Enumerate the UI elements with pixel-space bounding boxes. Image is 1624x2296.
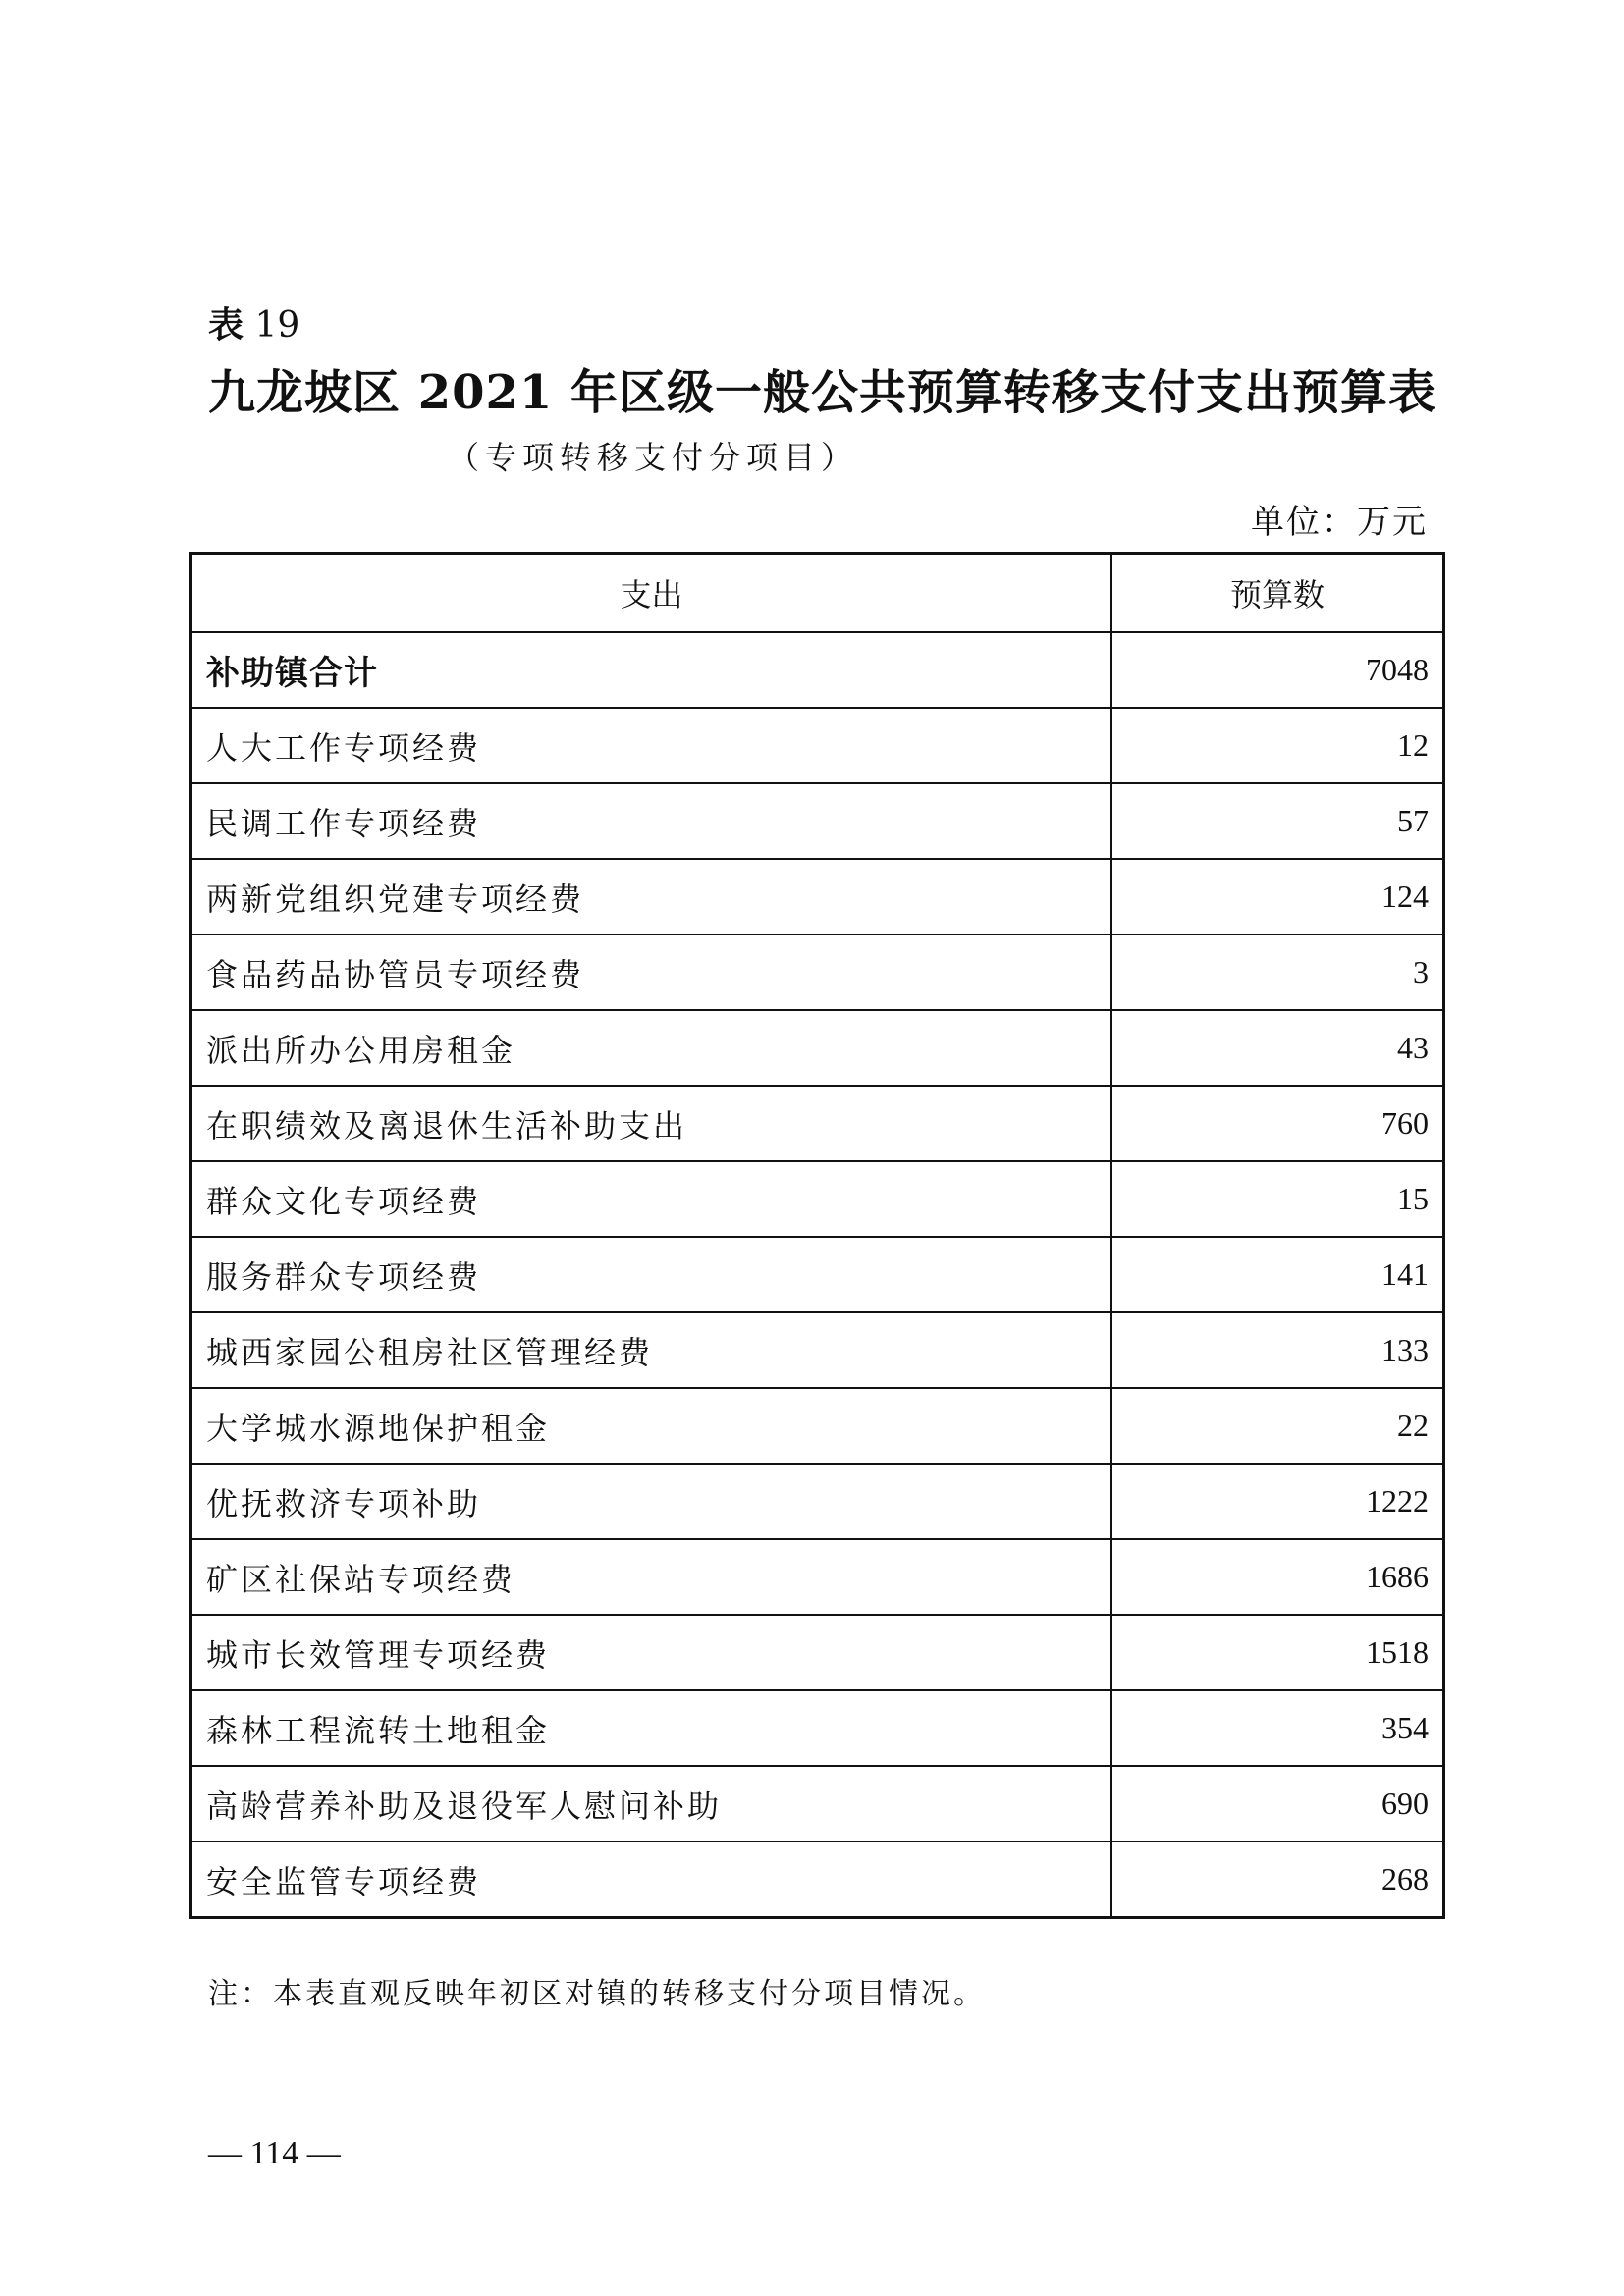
row-budget-value: 22	[1111, 1388, 1444, 1464]
unit-label: 单位：万元	[1251, 503, 1428, 542]
row-budget-value: 3	[1111, 934, 1444, 1010]
table-row	[191, 1312, 1444, 1388]
row-expenditure-name: 优抚救济专项补助	[191, 1464, 1112, 1539]
row-budget-value: 15	[1111, 1161, 1444, 1237]
row-expenditure-name: 派出所办公用房租金	[191, 1010, 1112, 1086]
row-budget-value: 354	[1111, 1690, 1444, 1766]
table-row	[191, 1161, 1444, 1237]
row-budget-value: 124	[1111, 859, 1444, 934]
table-note: 注：本表直观反映年初区对镇的转移支付分项目情况。	[208, 1977, 986, 2011]
budget-table	[189, 552, 1445, 1919]
table-row	[191, 1464, 1444, 1539]
table-number-label	[208, 302, 299, 349]
row-budget-value: 268	[1111, 1842, 1444, 1918]
table-row	[191, 934, 1444, 1010]
table-row	[191, 1010, 1444, 1086]
table-label: 表	[208, 305, 244, 346]
row-expenditure-name: 民调工作专项经费	[191, 783, 1112, 859]
row-expenditure-name: 群众文化专项经费	[191, 1161, 1112, 1237]
table-number: 19	[254, 305, 300, 346]
row-budget-value: 141	[1111, 1237, 1444, 1312]
row-budget-value: 1518	[1111, 1615, 1444, 1690]
row-budget-value: 1686	[1111, 1539, 1444, 1615]
row-budget-value: 43	[1111, 1010, 1444, 1086]
table-row	[191, 1086, 1444, 1161]
row-expenditure-name: 矿区社保站专项经费	[191, 1539, 1112, 1615]
table-row	[191, 708, 1444, 783]
row-expenditure-name: 城市长效管理专项经费	[191, 1615, 1112, 1690]
total-label: 补助镇合计	[191, 632, 1112, 708]
column-header-budget: 预算数	[1111, 554, 1444, 633]
row-budget-value: 57	[1111, 783, 1444, 859]
page-subtitle: （专项转移支付分项目）	[447, 439, 858, 476]
row-budget-value: 12	[1111, 708, 1444, 783]
row-expenditure-name: 大学城水源地保护租金	[191, 1388, 1112, 1464]
row-budget-value: 1222	[1111, 1464, 1444, 1539]
row-expenditure-name: 人大工作专项经费	[191, 708, 1112, 783]
row-expenditure-name: 安全监管专项经费	[191, 1842, 1112, 1918]
table-row	[191, 1690, 1444, 1766]
table-row	[191, 1237, 1444, 1312]
total-row	[191, 632, 1444, 708]
row-budget-value: 690	[1111, 1766, 1444, 1842]
row-expenditure-name: 在职绩效及离退休生活补助支出	[191, 1086, 1112, 1161]
table-row	[191, 1842, 1444, 1918]
table-row	[191, 1388, 1444, 1464]
column-header-expenditure: 支出	[191, 554, 1112, 633]
row-expenditure-name: 食品药品协管员专项经费	[191, 934, 1112, 1010]
table-row	[191, 1766, 1444, 1842]
row-budget-value: 760	[1111, 1086, 1444, 1161]
table-row	[191, 859, 1444, 934]
row-expenditure-name: 高龄营养补助及退役军人慰问补助	[191, 1766, 1112, 1842]
row-expenditure-name: 城西家园公租房社区管理经费	[191, 1312, 1112, 1388]
table-header-row	[191, 554, 1444, 633]
table-row	[191, 783, 1444, 859]
row-expenditure-name: 森林工程流转土地租金	[191, 1690, 1112, 1766]
row-expenditure-name: 服务群众专项经费	[191, 1237, 1112, 1312]
table-row	[191, 1539, 1444, 1615]
page-number: — 114 —	[208, 2135, 341, 2171]
row-expenditure-name: 两新党组织党建专项经费	[191, 859, 1112, 934]
total-value: 7048	[1111, 632, 1444, 708]
row-budget-value: 133	[1111, 1312, 1444, 1388]
table-row	[191, 1615, 1444, 1690]
page-title: 九龙坡区 2021 年区级一般公共预算转移支付支出预算表	[208, 365, 1437, 420]
